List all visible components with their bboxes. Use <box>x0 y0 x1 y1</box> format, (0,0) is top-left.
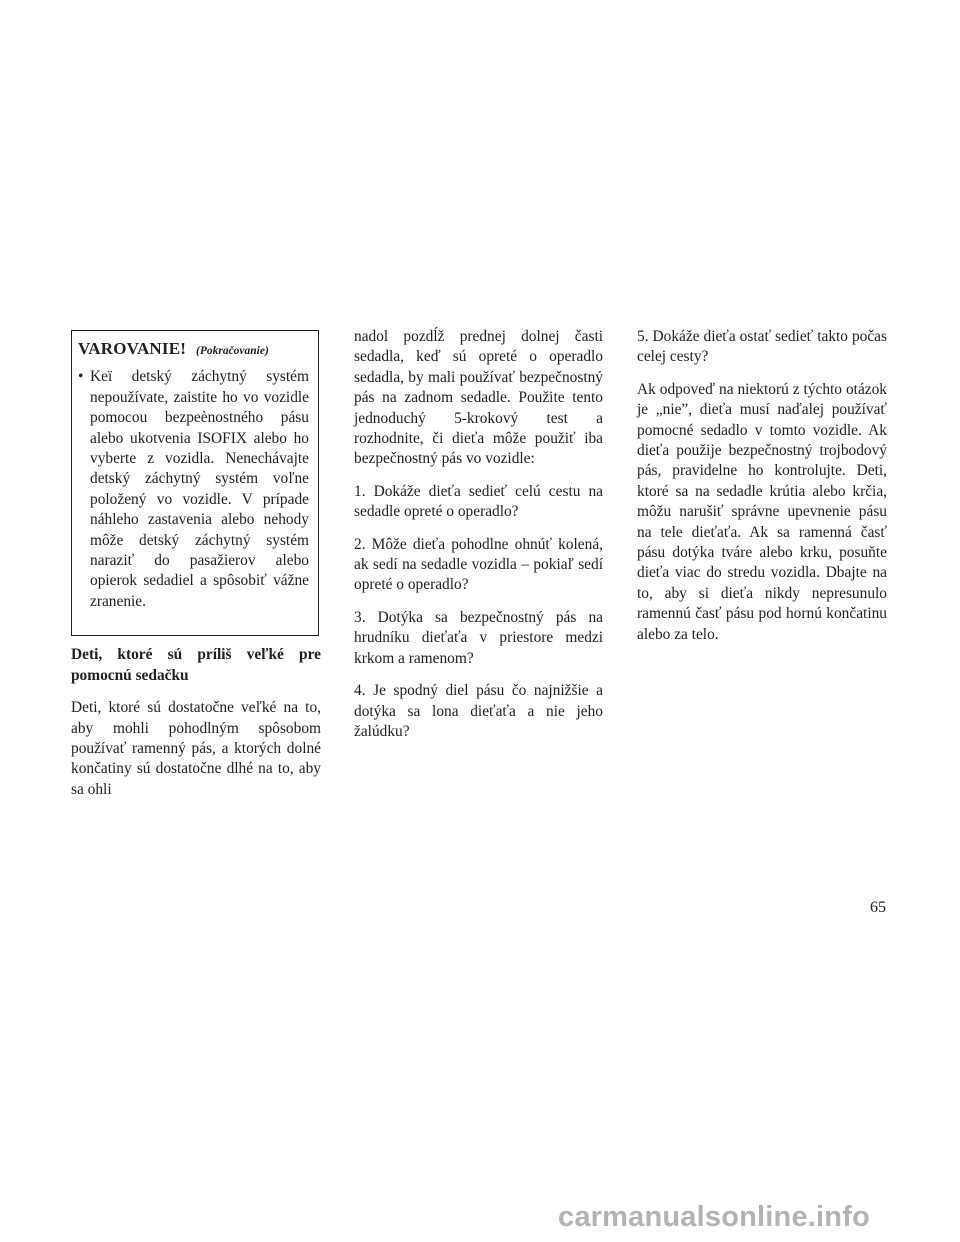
warning-box <box>71 330 319 636</box>
middle-column <box>354 327 603 754</box>
warning-continuation: (Pokračovanie) <box>195 345 269 357</box>
watermark: carmanualsonline.info <box>558 1201 870 1233</box>
warning-title: VAROVANIE! <box>78 339 187 358</box>
test-question-2: 2. Môže dieťa pohodlne ohnúť kolená, ak sedí na sedadle vozidla – pokiaľ sedí opreté o operadlo? <box>354 535 603 594</box>
warning-header <box>72 339 318 361</box>
left-column <box>71 330 321 812</box>
body-paragraph: nadol pozdĺž prednej dolnej časti sedadla, keď sú opreté o operadlo sedadla, by mali používať bezpečnostný pás na zadnom sedadle. Použite tento jednoduchý 5-krokový test a rozhodnite, či dieťa môže použiť iba bezpečnostný pás vo vozidle: <box>354 328 603 468</box>
test-question-5: 5. Dokáže dieťa ostať sedieť takto počas celej cesty? <box>637 328 887 366</box>
body-paragraph: Deti, ktoré sú dostatočne veľké na to, aby mohli pohodlným spôsobom používať ramenný pás, a ktorých dolné končatiny sú dostatočne dlhé na to, aby sa ohli <box>71 699 321 798</box>
page-number: 65 <box>870 899 886 916</box>
section-heading: Deti, ktoré sú príliš veľké pre pomocnú sedačku <box>71 646 321 684</box>
bullet-icon: • <box>78 368 84 386</box>
body-paragraph: Ak odpoveď na niektorú z týchto otázok je „nie”, dieťa musí naďalej používať pomocné sedadlo v tomto vozidle. Ak dieťa použije bezpečnostný trojbodový pás, pravidelne ho kontrolujte. Deti, ktoré sa na sedadle krútia alebo krčia, môžu narušiť správne upevnenie pásu na tele dieťaťa. Ak sa ramenná časť pásu dotýka tváre alebo krku, posuňte dieťa viac do stredu vozidla. Dbajte na to, aby si dieťa nikdy nepresunulo ramennú časť pásu pod hornú končatinu alebo za telo. <box>637 380 887 643</box>
test-question-4: 4. Je spodný diel pásu čo najnižšie a dotýka sa lona dieťaťa a nie jeho žalúdku? <box>354 682 603 740</box>
right-column <box>637 327 887 657</box>
test-question-1: 1. Dokáže dieťa sedieť celú cestu na sedadle opreté o operadlo? <box>354 482 603 521</box>
test-question-3: 3. Dotýka sa bezpečnostný pás na hrudníku dieťaťa v priestore medzi krkom a ramenom? <box>354 608 603 667</box>
warning-bullet-item <box>72 367 318 624</box>
warning-text: Keï detský záchytný systém nepoužívate, zaistite ho vo vozidle pomocou bezpeènostného pásu alebo ukotvenia ISOFIX alebo ho vyberte z vozidla. Nenechávajte detský záchytný systém voľne položený vo vozidle. V prípade náhleho zastavenia alebo nehody môže detský záchytný systém naraziť do pasažierov alebo opierok sedadiel a spôsobiť vážne zranenie. <box>90 368 309 610</box>
